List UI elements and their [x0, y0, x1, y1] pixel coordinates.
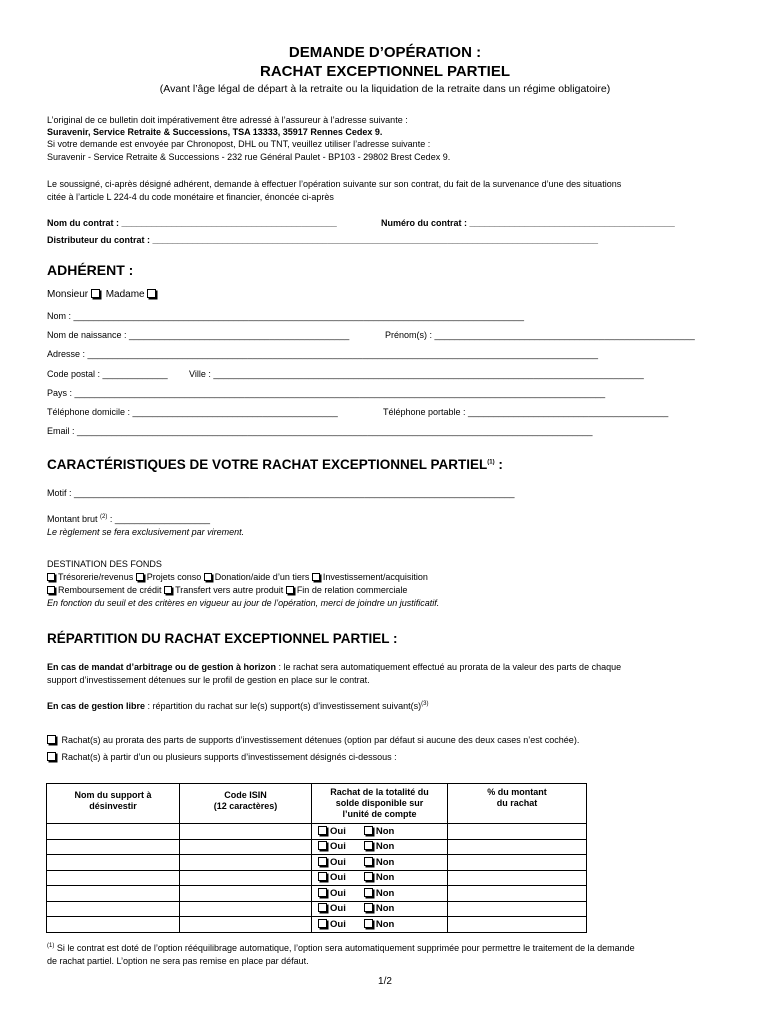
percent-cell[interactable]: [448, 824, 587, 840]
footnote: [47, 943, 635, 953]
destination-heading: DESTINATION DES FONDS: [47, 559, 162, 569]
non-checkbox[interactable]: [364, 841, 373, 850]
footnote-text: Si le contrat est doté de l’option rééquilibrage automatique, l’option sera automatiquement supprimée pour permettre le traitement de la demande: [54, 943, 635, 953]
address-field[interactable]: Adresse : ______________________________________________________________________________________________________: [47, 349, 599, 359]
totality-cell: [312, 886, 448, 902]
dest-option-label: Donation/aide d’un tiers: [214, 572, 310, 582]
non-label: Non: [375, 918, 395, 930]
intro-paragraph: citée à l’article L 224-4 du code monétaire et financier, énoncée ci-après: [47, 192, 334, 202]
percent-cell[interactable]: [448, 839, 587, 855]
dest-checkbox[interactable]: [312, 573, 320, 581]
non-checkbox[interactable]: [364, 888, 373, 897]
oui-label: Oui: [330, 887, 346, 899]
intro-line: Si votre demande est envoyée par Chronopost, DHL ou TNT, veuillez utiliser l’adresse suivante :: [47, 139, 431, 149]
non-checkbox[interactable]: [364, 919, 373, 928]
oui-checkbox[interactable]: [318, 919, 327, 928]
name-field[interactable]: Nom : __________________________________________________________________________________________: [47, 311, 524, 321]
table-row: [47, 901, 587, 917]
country-field[interactable]: Pays : __________________________________________________________________________________________________________: [47, 388, 606, 398]
dest-option-label: Transfert vers autre produit: [175, 585, 284, 595]
oui-checkbox[interactable]: [318, 826, 327, 835]
oui-checkbox[interactable]: [318, 903, 327, 912]
support-name-cell[interactable]: [47, 886, 180, 902]
email-field[interactable]: Email : _______________________________________________________________________________________________________: [47, 426, 593, 436]
option-selected-supports: [47, 752, 397, 762]
oui-label: Oui: [330, 872, 346, 884]
form-subtitle: (Avant l’âge légal de départ à la retraite ou la liquidation de la retraite dans un régime obligatoire): [159, 83, 611, 95]
non-label: Non: [375, 856, 395, 868]
isin-cell[interactable]: [180, 824, 312, 840]
totality-cell: [312, 870, 448, 886]
destination-note: En fonction du seuil et des critères en vigueur au jour de l’opération, merci de joindre un justificatif.: [47, 598, 440, 608]
percent-cell[interactable]: [448, 917, 587, 933]
col-header-isin: Code ISIN (12 caractères): [180, 784, 312, 824]
footnote-number: (1): [47, 943, 55, 949]
support-name-cell[interactable]: [47, 870, 180, 886]
table-row: [47, 855, 587, 871]
option-prorata: [47, 735, 579, 745]
distributor-field[interactable]: Distributeur du contrat : _________________________________________________________________________________________: [47, 235, 598, 245]
totality-cell: [312, 855, 448, 871]
dest-checkbox[interactable]: [47, 573, 55, 581]
dest-checkbox[interactable]: [164, 586, 172, 594]
insurer-address: Suravenir, Service Retraite & Successions, TSA 13333, 35917 Rennes Cedex 9.: [47, 127, 383, 137]
oui-label: Oui: [330, 918, 346, 930]
support-name-cell[interactable]: [47, 839, 180, 855]
option-prorata-checkbox[interactable]: [47, 735, 56, 744]
gross-amount-line: : ___________________: [107, 514, 210, 524]
mandate-paragraph-2: support d’investissement détenues sur le profil de gestion en place sur le contrat.: [47, 675, 370, 685]
percent-cell[interactable]: [448, 870, 587, 886]
form-title-line2: RACHAT EXCEPTIONNEL PARTIEL: [259, 63, 510, 80]
footnote-ref: (3): [421, 701, 429, 707]
courier-address: Suravenir - Service Retraite & Successions - 232 rue Général Paulet - BP103 - 29802 Brest Cedex 9.: [47, 152, 451, 162]
totality-cell: [312, 917, 448, 933]
oui-checkbox[interactable]: [318, 872, 327, 881]
motif-field[interactable]: Motif : ________________________________________________________________________________________: [47, 488, 515, 498]
page-number: 1/2: [378, 976, 392, 987]
totality-cell: [312, 839, 448, 855]
col-header-percent: % du montant du rachat: [448, 784, 587, 824]
intro-paragraph: Le soussigné, ci-après désigné adhérent, demande à effectuer l’opération suivante sur son contrat, du fait de la survenance d’une des situations: [47, 179, 622, 189]
dest-checkbox[interactable]: [286, 586, 294, 594]
footnote-ref: (2): [100, 514, 108, 520]
contract-name-field[interactable]: Nom du contrat : ___________________________________________: [47, 218, 337, 228]
destination-row-2: [47, 586, 407, 595]
form-title-line1: DEMANDE D’OPÉRATION :: [288, 44, 482, 61]
percent-cell[interactable]: [448, 886, 587, 902]
col-header-support: Nom du support à désinvestir: [47, 784, 180, 824]
supports-table: [46, 783, 587, 933]
table-row: [47, 870, 587, 886]
contract-number-field[interactable]: Numéro du contrat : _________________________________________: [381, 218, 675, 228]
gross-amount-label: Montant brut: [47, 514, 101, 524]
mobile-phone-field[interactable]: Téléphone portable : ________________________________________: [383, 407, 669, 417]
dest-option-label: Remboursement de crédit: [58, 585, 162, 595]
percent-cell[interactable]: [448, 901, 587, 917]
col-header-totality: Rachat de la totalité du solde disponible sur l’unité de compte: [312, 784, 448, 824]
dest-option-label: Fin de relation commerciale: [296, 585, 408, 595]
support-name-cell[interactable]: [47, 901, 180, 917]
percent-cell[interactable]: [448, 855, 587, 871]
support-name-cell[interactable]: [47, 855, 180, 871]
oui-label: Oui: [330, 856, 346, 868]
table-row: [47, 917, 587, 933]
support-name-cell[interactable]: [47, 917, 180, 933]
non-checkbox[interactable]: [364, 903, 373, 912]
dest-checkbox[interactable]: [47, 586, 55, 594]
oui-label: Oui: [330, 903, 346, 915]
option-supports-checkbox[interactable]: [47, 752, 56, 761]
non-label: Non: [375, 825, 395, 837]
totality-cell: [312, 901, 448, 917]
table-row: [47, 886, 587, 902]
support-name-cell[interactable]: [47, 824, 180, 840]
civility-row: [47, 289, 159, 300]
first-name-field[interactable]: Prénom(s) : ____________________________________________________: [385, 330, 695, 340]
monsieur-label: Monsieur: [47, 289, 89, 300]
table-row: [47, 839, 587, 855]
dest-option-label: Trésorerie/revenus: [58, 572, 134, 582]
characteristics-heading-text: CARACTÉRISTIQUES DE VOTRE RACHAT EXCEPTIONNEL PARTIEL: [47, 457, 488, 472]
table-row: [47, 824, 587, 840]
dest-option-label: Projets conso: [146, 572, 202, 582]
dest-checkbox[interactable]: [204, 573, 212, 581]
gross-amount-field[interactable]: [47, 514, 210, 524]
oui-label: Oui: [330, 825, 346, 837]
free-management-text: : répartition du rachat sur le(s) support(s) d’investissement suivant(s): [145, 701, 422, 711]
isin-cell[interactable]: [180, 901, 312, 917]
non-label: Non: [375, 903, 395, 915]
footnote-line-2: de rachat partiel. L’option ne sera pas remise en place par défaut.: [47, 956, 309, 966]
madame-label: Madame: [105, 289, 145, 300]
oui-checkbox[interactable]: [318, 857, 327, 866]
madame-checkbox[interactable]: [147, 289, 156, 298]
totality-cell: [312, 824, 448, 840]
birth-name-field[interactable]: Nom de naissance : ____________________________________________: [47, 330, 350, 340]
characteristics-heading-end: :: [494, 457, 503, 472]
footnote-ref: (1): [487, 459, 495, 466]
isin-cell[interactable]: [180, 886, 312, 902]
mandate-bold: En cas de mandat d’arbitrage ou de gestion à horizon: [47, 662, 277, 672]
postal-code-field[interactable]: Code postal : _____________: [47, 369, 168, 379]
isin-cell[interactable]: [180, 917, 312, 933]
option-prorata-label: Rachat(s) au prorata des parts de supports d’investissement détenues (option par défaut si aucune des deux cases n’est cochée).: [61, 735, 580, 745]
city-field[interactable]: Ville : ______________________________________________________________________________________: [189, 369, 644, 379]
mandate-text: : le rachat sera automatiquement effectué au prorata de la valeur des parts de chaque: [276, 662, 622, 672]
oui-checkbox[interactable]: [318, 888, 327, 897]
isin-cell[interactable]: [180, 870, 312, 886]
home-phone-field[interactable]: Téléphone domicile : _________________________________________: [47, 407, 338, 417]
free-management-line: [47, 701, 428, 711]
destination-row-1: [47, 573, 428, 582]
dest-checkbox[interactable]: [136, 573, 144, 581]
free-management-bold: En cas de gestion libre: [47, 701, 146, 711]
non-label: Non: [375, 887, 395, 899]
dest-option-label: Investissement/acquisition: [322, 572, 428, 582]
monsieur-checkbox[interactable]: [91, 289, 100, 298]
oui-label: Oui: [330, 841, 346, 853]
adherent-heading: ADHÉRENT :: [47, 262, 134, 278]
non-checkbox[interactable]: [364, 872, 373, 881]
intro-line: L’original de ce bulletin doit impérativement être adressé à l’assureur à l’adresse suivante :: [47, 115, 408, 125]
characteristics-heading: [47, 458, 503, 472]
oui-checkbox[interactable]: [318, 841, 327, 850]
non-label: Non: [375, 841, 395, 853]
non-label: Non: [375, 872, 395, 884]
repartition-heading: RÉPARTITION DU RACHAT EXCEPTIONNEL PARTIEL :: [47, 631, 398, 646]
non-checkbox[interactable]: [364, 826, 373, 835]
payment-note: Le règlement se fera exclusivement par virement.: [47, 527, 245, 537]
isin-cell[interactable]: [180, 855, 312, 871]
isin-cell[interactable]: [180, 839, 312, 855]
non-checkbox[interactable]: [364, 857, 373, 866]
mandate-paragraph: [47, 663, 621, 672]
option-supports-label: Rachat(s) à partir d’un ou plusieurs supports d’investissement désignés ci-dessous :: [61, 752, 397, 762]
